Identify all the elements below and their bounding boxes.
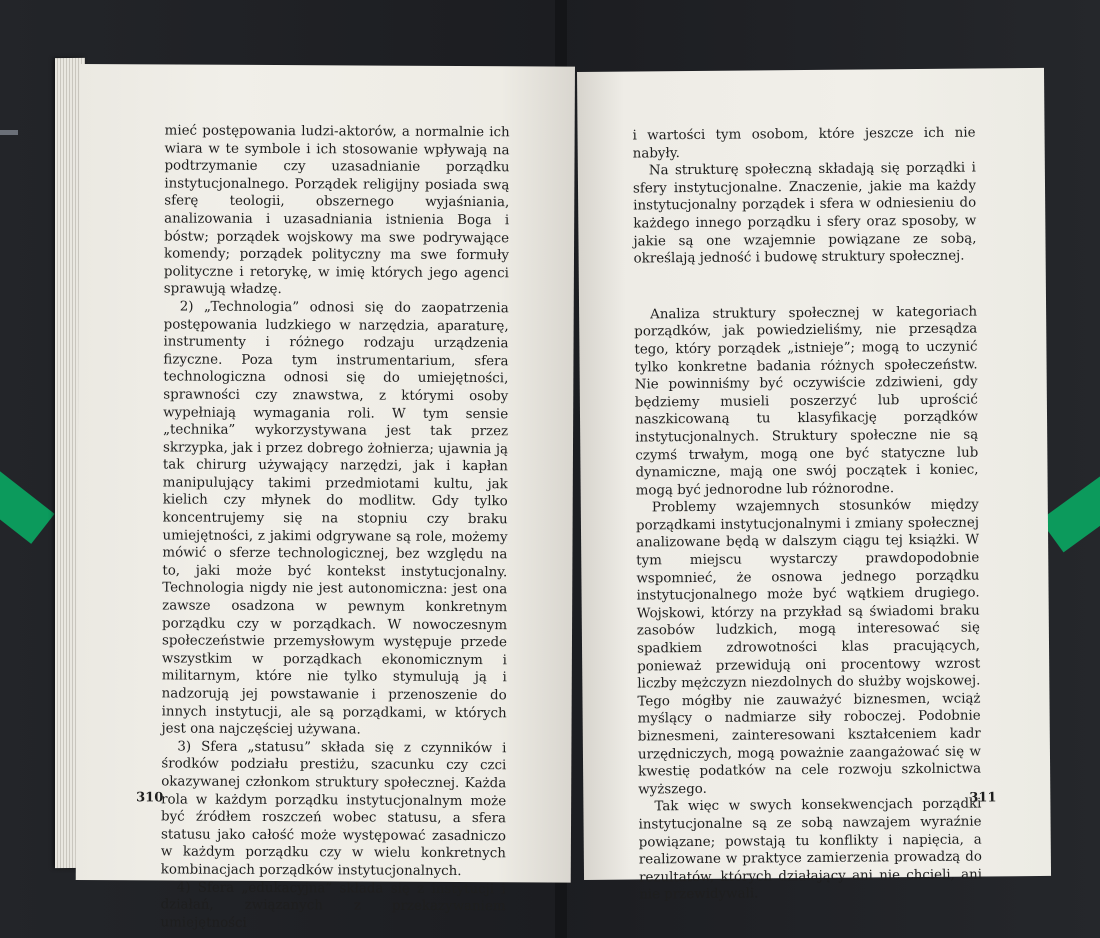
- right-paragraph-5: Tak więc w swych konsekwencjach porządki instytucjonalne są ze sobą nawzajem wyraźnie powiązane; powstają tu konflikty i napięcia, a realizowane w praktyce zamierzenia prowadzą do rezultatów, których działający ani nie chcieli, ani nie przewidywali.: [638, 796, 983, 903]
- left-paragraph-4: 4) Sfera „edukacyjna” składa się z instytucji i działań, związanych z przekazywaniem umiejętności: [160, 880, 506, 931]
- right-paragraph-3: Analiza struktury społecznej w kategoriach porządków, jak powiedzieliśmy, nie przesądza tego, który porządek „istnieje”; mogą to uczynić tylko konkretne badania różnych społeczeństw. Nie powinniśmy być oczywiście zdziwieni, gdy będziemy musieli poszerzyć lub uprościć naszkicowaną tu klasyfikację porządków instytucjonalnych. Struktury społeczne nie są czymś trwałym, mogą one być statyczne lub dynamiczne, mają one swój początek i koniec, mogą być jednorodne lub różnorodne.: [634, 304, 979, 499]
- scanner-marker: [0, 130, 18, 135]
- left-page-text: [160, 122, 509, 933]
- left-paragraph-2: 2) „Technologia” odnosi się do zaopatrzenia postępowania ludzkiego w narzędzia, aparaturę, instrumenty i różnego rodzaju urządzenia fizyczne. Poza tym instrumentarium, sfera technologiczna odnosi się do umiejętności, sprawności czy znawstwa, z którymi osoby wypełniają wymagania roli. W tym sensie „technika” wykorzystywana jest tak przez skrzypka, jak i przez dobrego żołnierza; ujawnia ją tak chirurg używający narzędzi, jak i kapłan manipulujący takimi przedmiotami kultu, jak kielich czy młynek do modlitw. Gdy tylko koncentrujemy się na stopniu czy braku umiejętności, z jakimi odgrywane są role, możemy mówić o sferze technologicznej, bez względu na to, jaki może być kontekst instytucjonalny. Technologia nigdy nie jest autonomiczna: jest ona zawsze osadzona w pewnym konkretnym porządku czy w porządkach. W nowoczesnym społeczeństwie przemysłowym występuje przede wszystkim w porządkach ekonomicznym i militarnym, które nie tylko stymulują ją i nadzorują jej powstawanie i przenoszenie do innych instytucji, ale są porządkami, w których jest ona najczęściej używana.: [161, 299, 509, 738]
- right-paragraph-2: Na strukturę społeczną składają się porządki i sfery instytucjonalne. Znaczenie, jakie ma każdy instytucjonalny porządek i sfera w odniesieniu do każdego innego porządku i sfery oraz sposoby, w jakie są one wzajemnie powiązane ze sobą, określają jedność i budowę struktury społecznej.: [632, 160, 977, 267]
- right-paragraph-4: Problemy wzajemnych stosunków między porządkami instytucjonalnymi i zmiany społecznej analizowane będą w dalszym ciągu tej książki. W tym miejscu wystarczy prawdopodobnie wspomnieć, że osnowa jednego porządku instytucjonalnego może być wątkiem drugiego. Wojskowi, którzy na przykład są świadomi braku zasobów ludzkich, mogą interesować się spadkiem zdrowotności klas pracujących, ponieważ przewidują oni procentowy wzrost liczby mężczyzn niezdolnych do służby wojskowej. Tego mógłby nie zauważyć biznesmen, wciąż myślący o nadmiarze siły roboczej. Podobnie biznesmeni, zainteresowani kształceniem kadr urzędniczych, mogą poważnie zaangażować się w kwestię podatków na cele rozwoju szkolnictwa wyższego.: [635, 497, 982, 798]
- left-paragraph-1: mieć postępowania ludzi-aktorów, a normalnie ich wiara w te symbole i ich stosowanie wpływają na podtrzymanie czy uzasadnianie porządku instytucjonalnego. Porządek religijny posiada swą sferę teologii, obszernego wyjaśniania, analizowania i uzasadniania istnienia Boga i bóstw; porządek wojskowy ma swe podrywające komendy; porządek polityczny ma swe formuły polityczne i retorykę, w imię których jego agenci sprawują władzę.: [163, 123, 510, 298]
- left-page: [76, 64, 575, 931]
- section-gap: [634, 265, 977, 306]
- left-page-number: 310: [136, 790, 164, 806]
- right-page-number: 311: [969, 790, 997, 806]
- right-page: [577, 68, 1051, 903]
- right-page-text: [632, 125, 982, 905]
- left-paragraph-3: 3) Sfera „statusu” składa się z czynników i środków podziału prestiżu, szacunku czy czci okazywanej członkom struktury społecznej. Każda rola w każdym porządku instytucjonalnym może być źródłem roszczeń wobec statusu, a sfera statusu jako całość może występować zasadniczo w każdym porządku czy w wielu konkretnych kombinacjach porządków instytucjonalnych.: [160, 739, 507, 879]
- right-paragraph-1: i wartości tym osobom, które jeszcze ich nie nabyły.: [632, 125, 976, 162]
